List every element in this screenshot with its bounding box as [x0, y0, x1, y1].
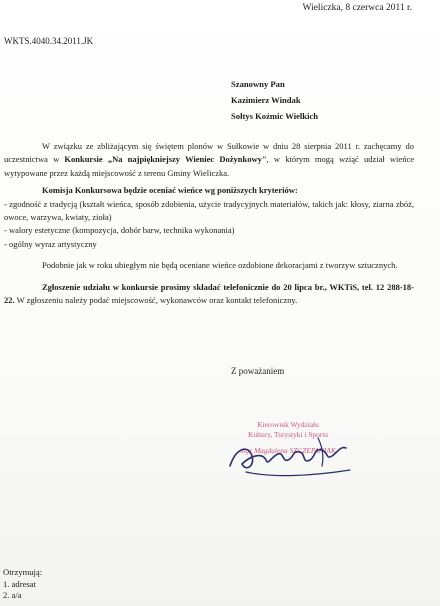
- place-and-date: Wieliczka, 8 czerwca 2011 r.: [302, 3, 412, 13]
- criteria-heading: Komisja Konkursowa będzie oceniać wieńce wg poniższych kryteriów:: [42, 185, 298, 196]
- paragraph-plastic: Podobnie jak w roku ubiegłym nie będą oceniane wieńce ozdobione dekoracjami z tworzyw sztucznych.: [42, 260, 398, 271]
- reference-number: WKTS.4040.34.2011.JK: [4, 36, 94, 46]
- recipients-heading: Otrzymują:: [3, 567, 43, 577]
- addressee-block: [231, 76, 318, 124]
- paragraph-registration: [4, 281, 414, 308]
- recipient-item: 2. a/a: [3, 590, 22, 600]
- criterion-item: - walory estetyczne (kompozycja, dobór barw, technika wykonania): [4, 225, 235, 236]
- paragraph-invitation: [4, 140, 414, 180]
- criterion-item: - ogólny wyraz artystyczny: [4, 238, 97, 249]
- criterion-item: - zgodność z tradycją (kształt wieńca, sposób zdobienia, użycie tradycyjnych materiałów, takich jak: kłosy, ziarna zbóż, owoce, warzywa, kwiaty, zioła): [4, 198, 414, 223]
- addressee-title: Sołtys Koźmic Wielkich: [231, 111, 319, 121]
- recipients-list: [3, 567, 42, 602]
- stamp-line: Kultury, Turystyki i Sportu: [247, 430, 328, 439]
- addressee-name: Kazimierz Windak: [231, 95, 301, 105]
- contest-name: Konkursie „Na najpiękniejszy Wieniec Dożynkowy": [64, 154, 267, 165]
- stamp-name: mgr Magdalena SZCZEPANIAK: [240, 446, 336, 455]
- recipient-item: 1. adresat: [3, 578, 36, 589]
- paragraph-text: W zgłoszeniu należy podać miejscowość, wykonawców oraz kontakt telefoniczny.: [14, 295, 298, 306]
- closing-phrase: Z poważaniem: [231, 366, 285, 376]
- letter-body: [4, 140, 414, 307]
- registration-deadline: Zgłoszenie udziału w konkursie prosimy składać telefonicznie do 20 lipca br., WKTiS, tel. 12 288-18-22.: [4, 281, 414, 306]
- paragraph-text: , w którym mogą wziąć udział wieńce wytypowane przez każdą miejscowość z terenu Gminy Wieliczka.: [4, 154, 414, 178]
- addressee-salutation: Szanowny Pan: [231, 79, 285, 89]
- paragraph-text: W związku ze zbliżającym się świętem plonów w Sułkowie w dniu 28 sierpnia 2011 r. zachęcamy do uczestnictwa w: [4, 141, 414, 165]
- signature-image: [222, 426, 362, 486]
- stamp-line: Kierownik Wydziału: [257, 420, 319, 429]
